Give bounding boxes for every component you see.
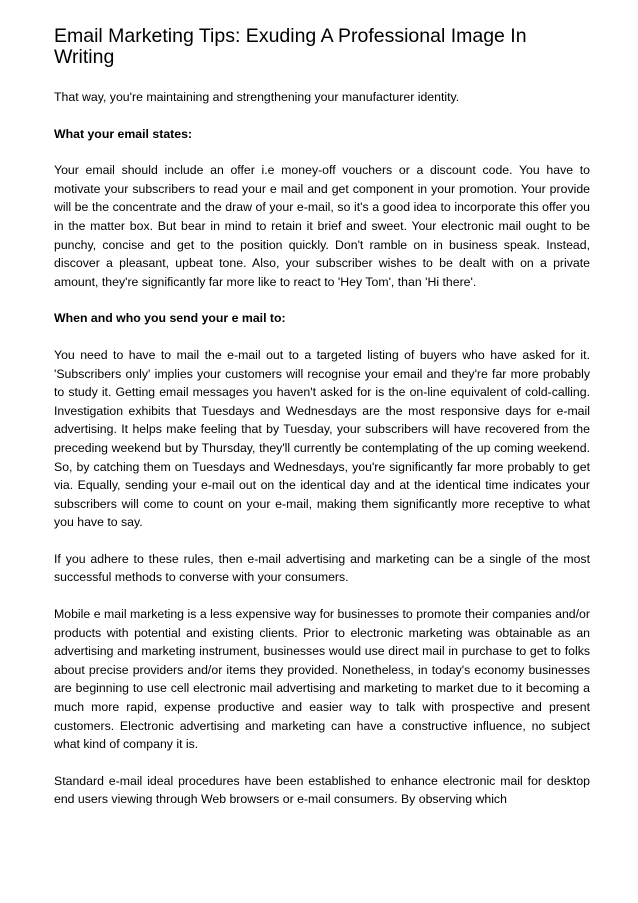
body-paragraph: If you adhere to these rules, then e-mail advertising and marketing can be a single of the most successful methods to converse with your consumers. (54, 551, 590, 585)
body-paragraph: Standard e-mail ideal procedures have been established to enhance electronic mail for desktop end users viewing through Web browsers or e-mail consumers. By observing which (54, 773, 590, 807)
section-heading-when-who: When and who you send your e mail to: (54, 311, 286, 326)
section-paragraph-email-states: Your email should include an offer i.e money-off vouchers or a discount code. You have to motivate your subscribers to read your e mail and get component in your promotion. Your provide will be the concentrate and the draw of your e-mail, so it's a good idea to incorporate this offer you in the matter box. But bear in mind to retain it brief and sweet. Your electronic mail ought to be punchy, concise and get to the position quickly. Don't ramble on in business speak. Instead, discover a pleasant, upbeat tone. Also, your subscriber wishes to be dealt with on a private amount, they're significantly far more like to react to 'Hey Tom', than 'Hi there'. (54, 163, 590, 289)
page-title: Email Marketing Tips: Exuding A Professional Image In Writing (54, 25, 527, 68)
document-page (54, 26, 590, 827)
body-paragraph: Mobile e mail marketing is a less expensive way for businesses to promote their companies and/or products with potential and existing clients. Prior to electronic marketing was obtainable as an advertising and marketing instrument, businesses would use direct mail in purchase to get to folks about precise providers and/or items they provided. Nonetheless, in today's economy businesses are beginning to use cell electronic mail advertising and marketing to market due to it becoming a much more rapid, expense productive and easier way to talk with prospective and present customers. Electronic advertising and marketing can have a constructive influence, no subject what kind of company it is. (54, 607, 590, 752)
section-heading-email-states: What your email states: (54, 126, 193, 141)
intro-paragraph: That way, you're maintaining and strengthening your manufacturer identity. (54, 90, 460, 104)
body-paragraph: You need to have to mail the e-mail out to a targeted listing of buyers who have asked for it. 'Subscribers only' implies your customers will recognise your email and they're far more probably to study it. Getting email messages you haven't asked for is the on-line equivalent of cold-calling. Investigation exhibits that Tuesdays and Wednesdays are the most responsive days for e-mail advertising. It helps make feeling that by Tuesday, your subscribers will have recovered from the preceding weekend but by Thursday, they'll currently be contemplating of the up coming weekend. So, by catching them on Tuesdays and Wednesdays, you're significantly far more probably to get via. Equally, sending your e-mail out on the identical day and at the identical time indicates your subscribers will come to count on your e-mail, making them significantly more receptive to what you have to say. (54, 347, 590, 530)
